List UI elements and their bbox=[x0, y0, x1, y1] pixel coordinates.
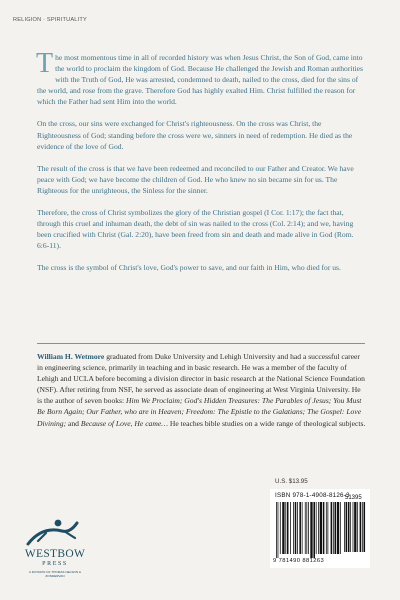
barcode-bar bbox=[335, 502, 337, 554]
barcode-bar bbox=[302, 502, 303, 554]
barcode-bars bbox=[276, 502, 342, 558]
barcode-digits: 9 781490 881263 bbox=[273, 558, 325, 564]
barcode-bar bbox=[297, 502, 298, 554]
barcode-bar bbox=[318, 502, 319, 554]
barcode-bar bbox=[348, 502, 350, 552]
barcode-bar bbox=[280, 502, 281, 554]
barcode-bar bbox=[313, 502, 315, 558]
section-divider bbox=[37, 343, 365, 344]
barcode-bar bbox=[293, 502, 294, 554]
barcode-bar bbox=[350, 502, 351, 552]
blurb-paragraph-1 bbox=[36, 48, 367, 107]
barcode-bar bbox=[316, 502, 317, 554]
leaping-figure-icon bbox=[20, 514, 90, 550]
bio-text-1: graduated from Duke University and Lehigh University and had a successful career in engineering science, primarily in teaching and in basic research. He was a member of the faculty of Lehigh and UCLA before becoming a division director in basic research at the National Science Foundation (NSF). After retiring from NSF, he served as associate dean of engineering at West Virginia University. He is the author of seven books: bbox=[37, 352, 365, 406]
price-label: U.S. $13.95 bbox=[275, 478, 308, 485]
barcode-bar bbox=[299, 502, 301, 554]
barcode-bar bbox=[323, 502, 325, 554]
book-titles: Him We Proclaim; God's Hidden Treasures: The Parables of Jesus; You Must Be Born Again; Our Father, who are in Heaven; Freedom: The Epistle to the Galatians; The Gospel: Love Divining; bbox=[37, 396, 362, 428]
barcode-addon-bars bbox=[344, 502, 366, 556]
barcode-bar bbox=[305, 502, 306, 554]
barcode-bar bbox=[344, 502, 345, 552]
barcode-bar bbox=[354, 502, 356, 552]
barcode-bar bbox=[353, 502, 354, 552]
barcode-bar bbox=[287, 502, 289, 554]
blurb-paragraph-5: The cross is the symbol of Christ's love, God's power to save, and our faith in Him, who died for us. bbox=[37, 263, 341, 273]
blurb-paragraph-4: Therefore, the cross of Christ symbolizes the glory of the Christian gospel (I Cor. 1:17); the fact that, through this cruel and inhuman death, the debt of sin was nailed to the cross (Col. 2:14); and we, having been crucified with Christ (Gal. 2:20), have been freed from sin and death and made alive in God (Rom. 6:6-11). bbox=[37, 208, 354, 251]
last-book-title: Because of Love, He came… bbox=[80, 418, 168, 428]
author-name: William H. Wetmore bbox=[37, 352, 105, 361]
publisher-name: WESTBOW bbox=[24, 548, 86, 560]
category-label: RELIGION · SPIRITUALITY bbox=[13, 17, 87, 23]
barcode-bar bbox=[331, 502, 333, 554]
barcode-bar bbox=[337, 502, 339, 554]
publisher-division: A DIVISION OF THOMAS NELSON & ZONDERVAN bbox=[28, 570, 82, 578]
barcode-bar bbox=[364, 502, 366, 552]
barcode-addon-number: 51395 bbox=[345, 495, 362, 501]
barcode-bar bbox=[357, 502, 358, 552]
blurb-paragraph-1-text: he most momentous time in all of recorded history was when Jesus Christ, the Son of God, came into the world to proclaim the kingdom of God. Because He challenged the Jewish and Roman authorities with the Truth of God, He was arrested, condemned to death, nailed to the cross, died for the sins of the world, and rose from the grave. Therefore God has highly exalted Him. Christ fulfilled the reason for which the Father had sent Him into the world. bbox=[37, 53, 364, 107]
publisher-logo bbox=[20, 514, 90, 586]
barcode-bar bbox=[308, 502, 309, 554]
bio-text-3: He teaches bible studies on a wide range of theological subjects. bbox=[167, 418, 366, 428]
drop-cap: T bbox=[36, 48, 54, 79]
publisher-press: PRESS bbox=[42, 561, 68, 567]
barcode-bar bbox=[282, 502, 284, 554]
barcode-bar bbox=[285, 502, 286, 554]
barcode-bar bbox=[346, 502, 348, 552]
isbn-label: ISBN 978-1-4908-8126-3 bbox=[275, 492, 350, 499]
barcode-bar bbox=[306, 502, 307, 554]
barcode-bar bbox=[362, 502, 363, 552]
barcode-bar bbox=[278, 502, 279, 558]
barcode-bar bbox=[310, 502, 312, 558]
barcode-bar bbox=[360, 502, 362, 552]
barcode-bar bbox=[290, 502, 291, 554]
barcode bbox=[270, 489, 370, 568]
barcode-bar bbox=[276, 502, 277, 558]
bio-text-2: and bbox=[66, 418, 81, 428]
author-bio bbox=[37, 351, 367, 429]
back-cover-blurb bbox=[36, 48, 367, 285]
blurb-paragraph-2: On the cross, our sins were exchanged for Christ's righteousness. On the cross was Christ, the Righteousness of God; standing before the cross were we, sinners in need of redemption. He died as the evidence of the love of God. bbox=[37, 119, 353, 151]
barcode-bar bbox=[326, 502, 327, 554]
barcode-bar bbox=[320, 502, 322, 554]
barcode-bar bbox=[340, 502, 341, 554]
barcode-bar bbox=[327, 502, 328, 554]
barcode-bar bbox=[295, 502, 297, 554]
barcode-bar bbox=[333, 502, 334, 554]
blurb-paragraph-3: The result of the cross is that we have been redeemed and reconciled to our Father and Creator. We have peace with God; we have become the children of God. He who knew no sin became sin for us. The Righteous for the unrighteous, the Sinless for the sinner. bbox=[37, 163, 354, 195]
